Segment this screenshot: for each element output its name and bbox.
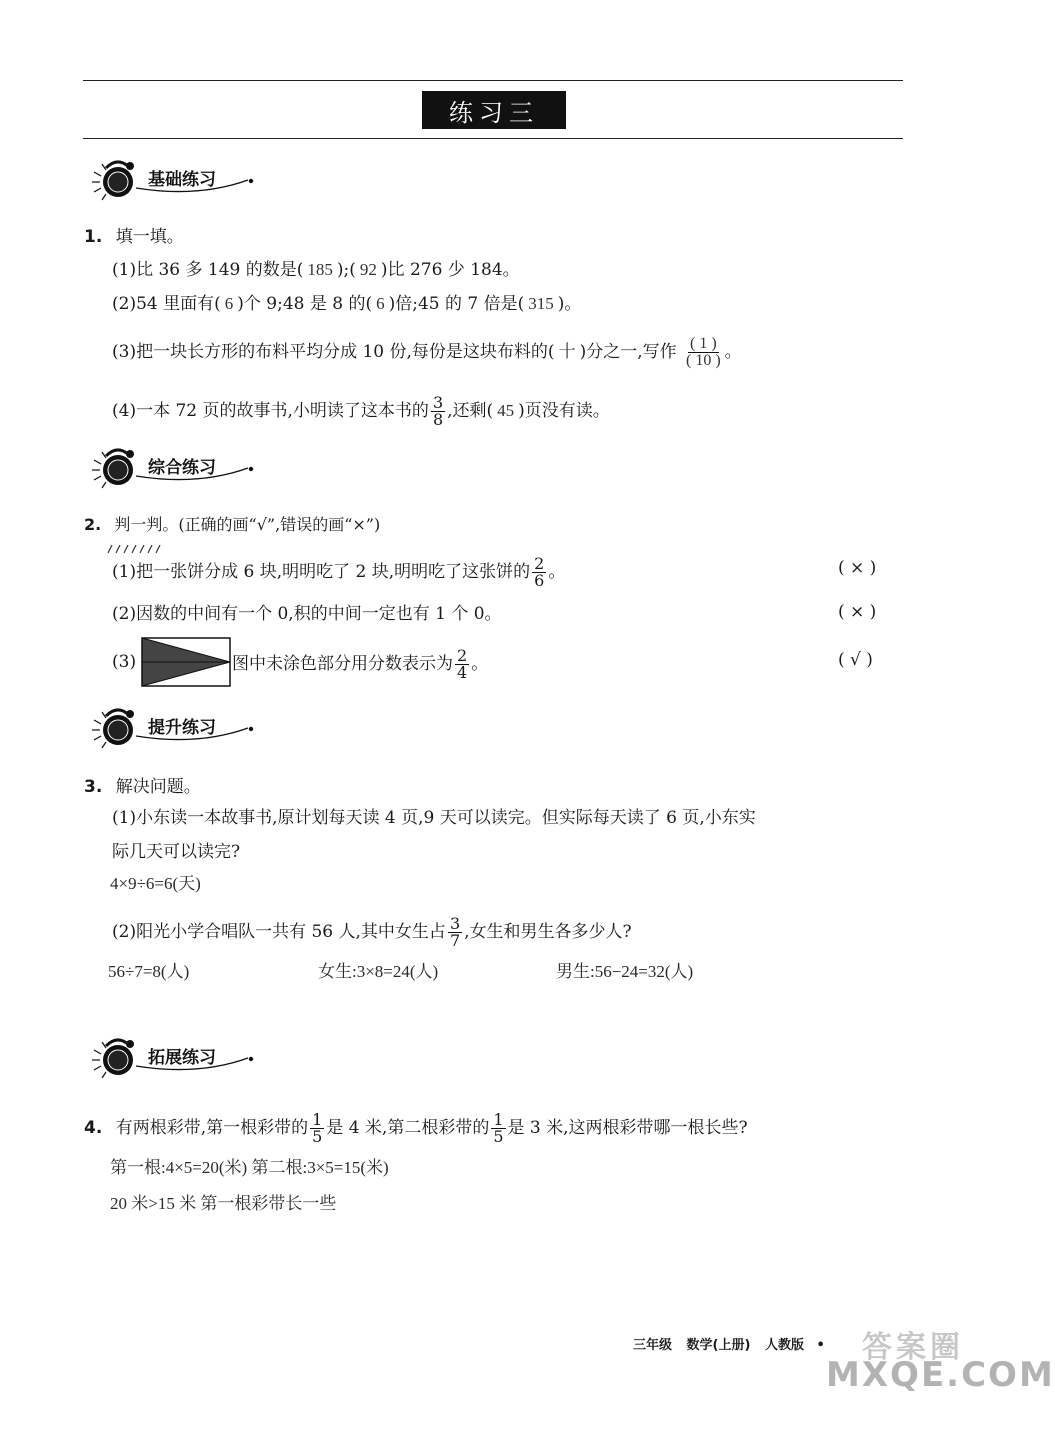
section-header-basic: [88, 152, 268, 208]
q3-part1-line2: 际几天可以读完?: [112, 842, 241, 862]
q3-part1-answer: 4×9÷6=6(天): [110, 874, 201, 893]
footer-subject: 数学(上册): [686, 1338, 751, 1353]
question-3-stem: [84, 775, 201, 799]
fraction: $\frac{3}{8}$: [432, 393, 444, 429]
fraction: $\frac{2}{4}$: [457, 646, 468, 682]
q2-part3: 图中未涂色部分用分数表示为 $\frac{2}{4}$ 。: [232, 646, 489, 682]
fraction: $\frac{2}{6}$: [534, 554, 545, 590]
answer: 315: [528, 294, 554, 313]
shaded-rectangle-figure: [141, 637, 231, 687]
fraction: $\frac{( 1 )}{( 10 )}$: [686, 335, 721, 369]
q3-part2: (2)阳光小学合唱队一共有 56 人,其中女生占 $\frac{3}{7}$ ,女生和男生各多少人?: [112, 914, 632, 950]
page-footer: 三年级 数学(上册) 人教版 •: [633, 1338, 825, 1353]
section-title: 基础练习: [148, 170, 216, 190]
q3-part1-line1: (1)小东读一本故事书,原计划每天读 4 页,9 天可以读完。但实际每天读了 6 页,小东实: [112, 808, 756, 828]
watermark-url: MXQE.COM: [826, 1355, 1055, 1395]
question-1-stem: [84, 225, 184, 249]
answer: 6: [376, 294, 385, 313]
stamp-mark: [106, 540, 166, 554]
header-rule-top: [83, 80, 903, 81]
fraction: $\frac{1}{5}$: [312, 1110, 323, 1146]
question-number: 2.: [84, 515, 102, 534]
judgement-answer: ( × ): [838, 558, 877, 578]
question-2-stem: [84, 513, 380, 537]
judgement-answer: ( × ): [838, 602, 877, 622]
section-header-extension: [88, 1030, 268, 1086]
answer: 6: [224, 294, 234, 313]
footer-edition: 人教版: [764, 1338, 804, 1353]
header-rule-bottom: [83, 138, 903, 139]
q3-part2-answer-3: 男生:56−24=32(人): [556, 962, 694, 981]
section-header-comprehensive: [88, 440, 268, 496]
question-number: 4.: [84, 1118, 103, 1138]
q4-answer-1: 第一根:4×5=20(米) 第二根:3×5=15(米): [110, 1158, 389, 1177]
q2-part2: (2)因数的中间有一个 0,积的中间一定也有 1 个 0。: [112, 604, 502, 624]
q2-part1: (1)把一张饼分成 6 块,明明吃了 2 块,明明吃了这张饼的 $\frac{2}{6}$ 。: [112, 554, 566, 590]
answer: 185: [307, 260, 333, 279]
section-header-advanced: [88, 700, 268, 756]
question-text: 填一填。: [115, 227, 184, 247]
question-4-stem: 4. 有两根彩带,第一根彩带的 $\frac{1}{5}$ 是 4 米,第二根彩带的 $\frac{1}{5}$ 是 3 米,这两根彩带哪一根长些?: [84, 1110, 748, 1146]
q1-part4: (4)一本 72 页的故事书,小明读了这本书的 $\frac{3}{8}$ ,还剩( 45 )页没有读。: [112, 393, 610, 429]
question-number: 3.: [84, 777, 103, 797]
answer: 92: [359, 260, 377, 279]
page-title: 练习三: [422, 91, 566, 129]
q3-part2-answer-1: 56÷7=8(人): [108, 962, 190, 981]
q1-part3: (3)把一块长方形的布料平均分成 10 份,每份是这块布料的( 十 )分之一,写作 $\frac{( 1 )}{( 10 )}$ 。: [112, 335, 742, 369]
q1-part1: (1)比 36 多 149 的数是( 185 );( 92 )比 276 少 184。: [112, 260, 520, 280]
question-text: 解决问题。: [115, 777, 201, 797]
q1-part2: (2)54 里面有( 6 )个 9;48 是 8 的( 6 )倍;45 的 7 倍是( 315 )。: [112, 294, 582, 314]
section-title: 拓展练习: [148, 1048, 216, 1068]
section-title: 提升练习: [148, 718, 216, 738]
fraction: $\frac{3}{7}$: [449, 914, 461, 950]
q4-answer-2: 20 米>15 米 第一根彩带长一些: [110, 1194, 337, 1213]
q2-part3-label: (3): [112, 652, 137, 672]
footer-grade: 三年级: [633, 1338, 673, 1353]
section-title: 综合练习: [148, 458, 216, 478]
answer: 45: [497, 401, 515, 420]
question-text: 判一判。(正确的画“√”,错误的画“×”): [114, 515, 381, 534]
q3-part2-answer-2: 女生:3×8=24(人): [318, 962, 439, 981]
fraction: $\frac{1}{5}$: [493, 1110, 504, 1146]
question-number: 1.: [84, 227, 103, 247]
judgement-answer: ( √ ): [838, 650, 873, 670]
answer: 十: [558, 342, 576, 361]
watermark-logo: 答案圈: [862, 1330, 964, 1365]
